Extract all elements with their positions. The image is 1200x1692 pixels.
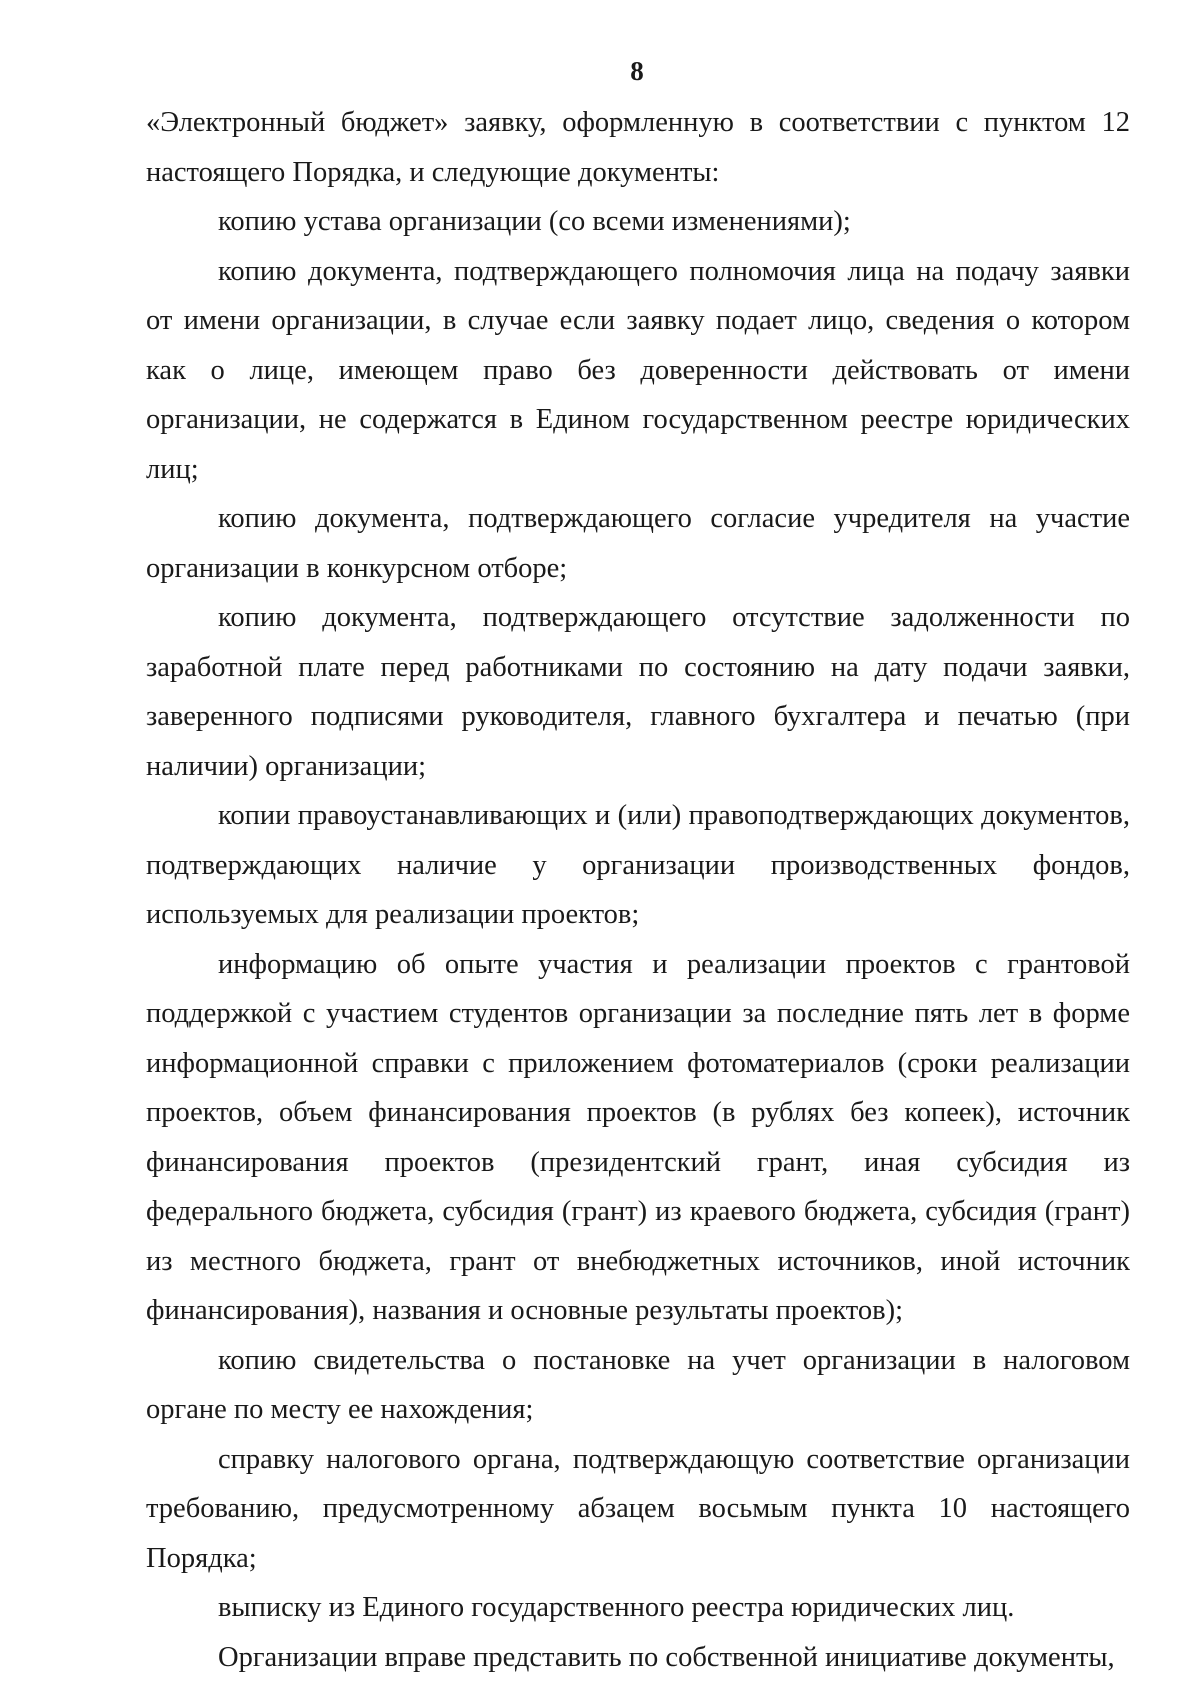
paragraph-authority-document: копию документа, подтверждающего полномочия лица на подачу заявки от имени организации, в случае если заявку подает лицо, сведения о котором как о лице, имеющем право без доверенности действовать от имени организации, не содержатся в Едином государственном реестре юридических лиц; bbox=[146, 255, 1130, 485]
paragraph-registry-extract: выписку из Единого государственного реестра юридических лиц. bbox=[218, 1592, 1015, 1623]
paragraph-charter-copy: копию устава организации (со всеми изменениями); bbox=[218, 206, 851, 237]
paragraph-title-documents: копии правоустанавливающих и (или) правоподтверждающих документов, подтверждающих наличие у организации производственных фондов, используемых для реализации проектов; bbox=[146, 800, 1130, 930]
paragraph-tax-certificate: справку налогового органа, подтверждающую соответствие организации требованию, предусмотренному абзацем восьмым пункта 10 настоящего Порядка; bbox=[146, 1443, 1130, 1574]
paragraph-no-wage-debt: копию документа, подтверждающего отсутствие задолженности по заработной плате перед работниками по состоянию на дату подачи заявки, заверенного подписями руководителя, главного бухгалтера и печатью (при наличии) организации; bbox=[146, 602, 1130, 782]
paragraph-tax-registration: копию свидетельства о постановке на учет организации в налоговом органе по месту ее нахождения; bbox=[146, 1344, 1130, 1425]
paragraph-grant-experience: информацию об опыте участия и реализации проектов с грантовой поддержкой с участием студентов организации за последние пять лет в форме информационной справки с приложением фотоматериалов (сроки реализации проектов, объем финансирования проектов (в рублях без копеек), источник финансирования проектов (президентский грант, иная субсидия из федерального бюджета, субсидия (грант) из краевого бюджета, субсидия (грант) из местного бюджета, грант от внебюджетных источников, иной источник финансирования), названия и основные результаты проектов); bbox=[146, 948, 1130, 1326]
document-body bbox=[146, 98, 1130, 1682]
paragraph-founder-consent: копию документа, подтверждающего согласие учредителя на участие организации в конкурсном отборе; bbox=[146, 503, 1130, 584]
paragraph-own-initiative: Организации вправе представить по собственной инициативе документы, bbox=[218, 1641, 1115, 1673]
page-number: 8 bbox=[630, 56, 644, 86]
paragraph-continuation: «Электронный бюджет» заявку, оформленную в соответствии с пунктом 12 настоящего Порядка, и следующие документы: bbox=[146, 107, 1130, 188]
